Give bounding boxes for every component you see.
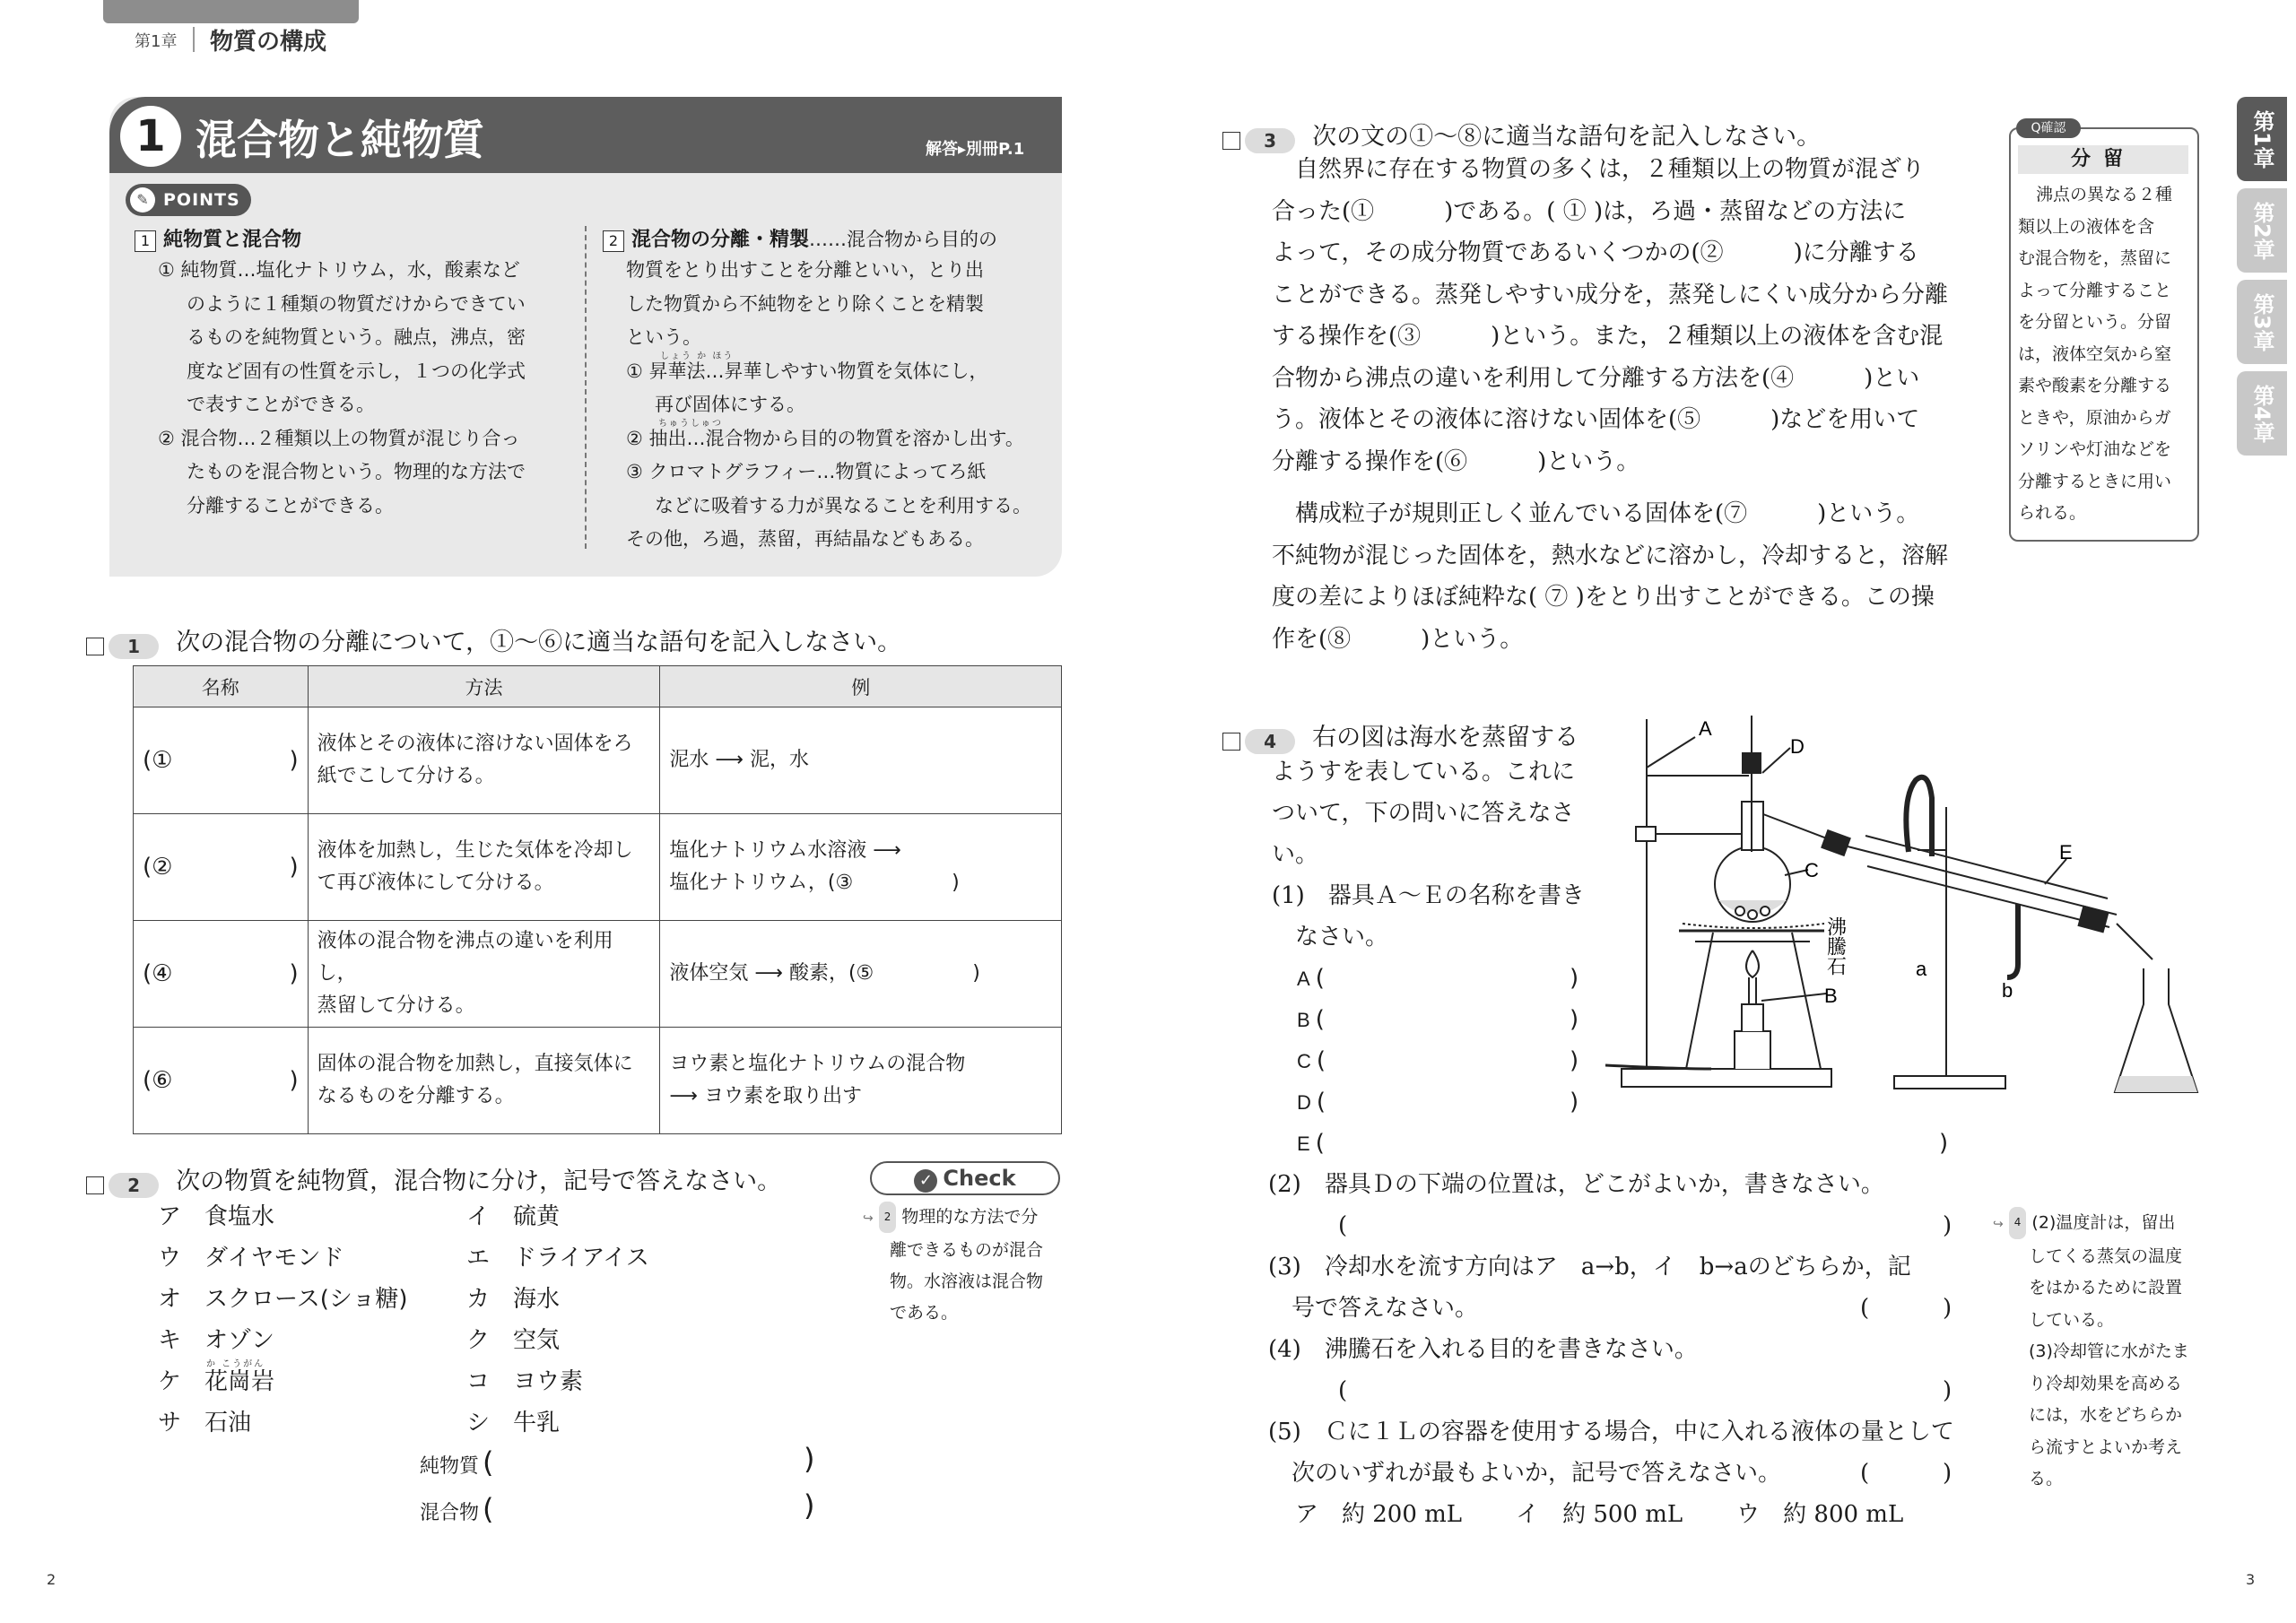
item-value: ダイヤモンド — [204, 1245, 344, 1271]
q3-line: よって，その成分物質であるいくつかの(② )に分離する — [1272, 239, 1919, 266]
question-2-header — [86, 1161, 781, 1198]
points-right-heading — [603, 224, 1060, 252]
confirm-line: られる。 — [2018, 503, 2087, 523]
example-line: 液体空気 ⟶ 酸素，(⑤ ) — [669, 962, 980, 985]
points-left-title: 純物質と混合物 — [163, 229, 302, 251]
points-right-line: ③ クロマトグラフィー…物質によってろ紙 — [626, 461, 987, 482]
answer-blank[interactable]: (⑥ ) — [134, 1028, 309, 1134]
q3-line: 作を(⑧ )という。 — [1272, 625, 1524, 653]
example-line: 塩化ナトリウム水溶液 ⟶ — [669, 839, 901, 862]
item-value: 花崗岩 — [204, 1368, 275, 1395]
paren: ( — [1315, 965, 1325, 992]
item-key: ク — [466, 1327, 491, 1354]
question-number: 3 — [1245, 128, 1295, 153]
list-item — [466, 1363, 583, 1396]
paren: ( — [483, 1492, 494, 1526]
q3-line: 不純物が混じった固体を，熱水などに溶かし，冷却すると，溶解 — [1272, 542, 1949, 569]
figure-label-tube-a: a — [1916, 958, 1927, 980]
item-key: ケ — [158, 1368, 182, 1395]
list-item — [158, 1404, 251, 1437]
q3-line: ことができる。蒸発しやすい成分を，蒸発しにくい成分から分離 — [1272, 281, 1949, 308]
points-left-line: のように１種類の物質だけからできてい — [187, 292, 526, 315]
points-right-line: という。 — [626, 326, 701, 348]
q3-line: 自然界に存在する物質の多くは，２種類以上の物質が混ざり — [1295, 156, 1926, 183]
list-item — [158, 1280, 407, 1314]
answer-row-3[interactable] — [1268, 1288, 1968, 1329]
q3-line: 構成粒子が規則正しく並んでいる固体を(⑦ )という。 — [1295, 500, 1920, 527]
question-number: 1 — [109, 634, 159, 659]
hint-line: をはかるために設置 — [2029, 1278, 2183, 1298]
paren: ) — [804, 1442, 815, 1476]
points-right-line: などに吸着する力が異なることを利用する。 — [655, 494, 1031, 516]
hint-tag: 2 — [879, 1202, 897, 1233]
item-key: エ — [466, 1245, 491, 1271]
answer-row-b[interactable] — [1297, 999, 1584, 1040]
list-item — [466, 1239, 649, 1272]
hint-line: には，水をどちらか — [2029, 1405, 2183, 1426]
hint-line: である。 — [890, 1303, 959, 1323]
method-line: て再び液体にして分ける。 — [317, 872, 554, 894]
table-cell — [308, 1028, 660, 1134]
points-left-line: たものを混合物という。物理的な方法で — [187, 461, 526, 482]
pure-answer-row[interactable] — [420, 1442, 823, 1480]
example-line: ⟶ ヨウ素を取り出す — [669, 1085, 862, 1107]
item-value: 硫黄 — [513, 1203, 561, 1230]
hint-line: ら流すとよいか考え — [2029, 1436, 2183, 1457]
q3-line: 合った(① )である。( ① )は，ろ過・蒸留などの方法に — [1272, 197, 1907, 225]
method-line: 固体の混合物を加熱し，直接気体に — [317, 1053, 633, 1075]
answer-row-4[interactable] — [1268, 1370, 1968, 1411]
paren: ( — [1316, 1047, 1326, 1074]
answer-label: D — [1297, 1091, 1311, 1114]
answer-blank[interactable]: (① ) — [134, 707, 309, 814]
item-key: オ — [158, 1286, 182, 1313]
paren: ( — [1315, 1006, 1325, 1033]
paren: ( — [483, 1445, 494, 1480]
list-item — [158, 1198, 274, 1231]
paren: ( — [1860, 1295, 1870, 1322]
paren: ) — [1943, 1295, 1952, 1322]
question-text: 右の図は海水を蒸留する — [1312, 724, 1579, 751]
item-value: 食塩水 — [204, 1203, 275, 1230]
points-left-body — [135, 254, 583, 523]
list-item — [158, 1239, 344, 1272]
q3-paragraph-2 — [1272, 493, 1989, 660]
item-key: ア — [158, 1203, 182, 1230]
section-title: 混合物と純物質 — [196, 116, 484, 164]
chapter-label: 第1章 — [135, 32, 178, 51]
table-row — [134, 707, 1062, 814]
item-value: 空気 — [513, 1327, 561, 1354]
points-left — [135, 224, 583, 523]
figure-label-a: A — [1699, 717, 1712, 740]
points-left-heading — [135, 224, 583, 252]
q3-line: 度の差によりほぼ純粋な( ⑦ )をとり出すことができる。この操 — [1272, 584, 1935, 611]
question-checkbox[interactable] — [1222, 733, 1240, 751]
q4-intro — [1272, 751, 1585, 958]
points-right-body — [603, 254, 1060, 557]
points-right-line: その他，ろ過，蒸留，再結晶などもある。 — [626, 528, 984, 550]
q4-line: い。 — [1272, 841, 1319, 868]
distillation-figure — [1605, 708, 2215, 1112]
paren: ) — [1939, 1130, 1949, 1157]
tab-chapter-1[interactable]: 第1章 — [2237, 97, 2287, 181]
table-cell — [660, 814, 1062, 921]
q4-line: なさい。 — [1295, 924, 1389, 950]
figure-label-c: C — [1805, 859, 1819, 881]
paren: ) — [1570, 1006, 1579, 1033]
question-text: 次の混合物の分離について，①～⑥に適当な語句を記入しなさい。 — [176, 629, 902, 656]
check-label: Check — [943, 1166, 1016, 1191]
hint-line: 物。水溶液は混合物 — [890, 1271, 1044, 1291]
paren: ( — [1860, 1460, 1870, 1487]
points-right-line: 物質をとり出すことを分離といい，とり出 — [626, 259, 984, 281]
points-left-line: で表すことができる。 — [187, 394, 375, 415]
q3-line: する操作を(③ )という。また，２種類以上の液体を含む混 — [1272, 323, 1944, 350]
table-cell — [308, 707, 660, 814]
points-right-line: 再び固体にする。 — [655, 394, 805, 415]
table-cell — [660, 707, 1062, 814]
confirm-line: む混合物を，蒸留に — [2018, 248, 2172, 268]
item-value: 海水 — [513, 1286, 561, 1313]
points-left-line: ② 混合物…２種類以上の物質が混じり合っ — [158, 427, 520, 449]
item-key: キ — [158, 1327, 182, 1354]
answer-blank[interactable]: (② ) — [134, 814, 309, 921]
check-icon: ✓ — [914, 1169, 937, 1193]
q3-line: 合物から沸点の違いを利用して分離する方法を(④ )とい — [1272, 364, 1920, 392]
item-value: オゾン — [204, 1327, 275, 1354]
list-item — [466, 1404, 560, 1437]
paren: ) — [1570, 1047, 1579, 1074]
hint-line: る。 — [2029, 1469, 2064, 1489]
answer-row-d[interactable] — [1297, 1081, 1584, 1123]
table-header-row — [134, 666, 1062, 707]
hint-arrow-icon: ↪ — [1993, 1217, 2004, 1232]
tab-chapter-2[interactable]: 第2章 — [2237, 188, 2287, 273]
table-header: 例 — [660, 666, 1062, 707]
paren: ( — [1315, 1130, 1325, 1157]
item-value: スクロース(ショ糖) — [204, 1286, 408, 1313]
table-cell — [308, 921, 660, 1028]
header-tab — [103, 0, 359, 23]
item-key: イ — [466, 1203, 491, 1230]
figure-label-d: D — [1790, 735, 1805, 758]
header-divider — [193, 27, 195, 52]
stand-base — [1622, 1069, 1831, 1087]
hint-arrow-icon: ↪ — [863, 1211, 874, 1226]
table-cell — [660, 921, 1062, 1028]
points-left-number: 1 — [135, 230, 156, 252]
paren: ( — [1316, 1089, 1326, 1115]
question-number: 2 — [109, 1173, 159, 1198]
table-header: 方法 — [308, 666, 660, 707]
page-number-right: 3 — [2246, 1571, 2256, 1588]
points-right-line: した物質から不純物をとり除くことを精製 — [626, 292, 984, 315]
q3-line: 分離する操作を(⑥ )という。 — [1272, 447, 1640, 475]
check-badge — [870, 1161, 1060, 1195]
q3-paragraph-1 — [1272, 149, 1989, 482]
item-value: ドライアイス — [513, 1245, 649, 1271]
page-number-left: 2 — [47, 1571, 57, 1588]
q4-line: (2) 器具Ｄの下端の位置は，どこがよいか，書きなさい。 — [1268, 1171, 1884, 1198]
table-row — [134, 814, 1062, 921]
hint-line: している。 — [2029, 1309, 2115, 1330]
table-cell — [308, 814, 660, 921]
points-right-number: 2 — [603, 230, 624, 252]
hint-tag: 4 — [2009, 1207, 2027, 1239]
points-left-line: るものを純物質という。融点，沸点，密 — [187, 326, 526, 348]
ruby-shoka: しょう か ほう — [660, 352, 735, 361]
separation-table — [133, 665, 1062, 1134]
method-line: 液体を加熱し，生じた気体を冷却し — [317, 839, 633, 862]
question-number: 4 — [1245, 729, 1295, 754]
method-line: 蒸留して分ける。 — [317, 994, 475, 1017]
points-left-line: ① 純物質…塩化ナトリウム，水，酸素など — [158, 259, 520, 281]
confirm-line: 分離するときに用い — [2018, 471, 2172, 491]
item-key: カ — [466, 1286, 491, 1313]
confirm-line: 類以上の液体を含 — [2018, 216, 2155, 237]
paren: ) — [1943, 1377, 1952, 1404]
paren: ) — [1943, 1460, 1952, 1487]
tab-chapter-4[interactable]: 第4章 — [2237, 371, 2287, 456]
answer-row-2[interactable] — [1268, 1205, 1968, 1246]
answer-reference: 解答▸別冊P.1 — [926, 140, 1025, 159]
table-row — [134, 1028, 1062, 1134]
question-3-header — [1222, 117, 1821, 153]
section-number: 1 — [120, 106, 181, 167]
table-row — [134, 921, 1062, 1028]
pure-label: 純物質 — [420, 1455, 480, 1478]
table-cell — [660, 1028, 1062, 1134]
confirm-line: 素や酸素を分離する — [2018, 376, 2172, 395]
answer-label: E — [1297, 1133, 1310, 1155]
q4-line: (3) 冷却水を流す方向はア a→b，イ b→aのどちらか，記 — [1268, 1254, 1911, 1280]
question-checkbox[interactable] — [86, 1176, 104, 1194]
confirm-line: ソリンや灯油などを — [2018, 439, 2172, 459]
item-key: シ — [466, 1410, 491, 1436]
question-4-header — [1222, 717, 1578, 754]
confirm-line: ときや，原油からガ — [2018, 407, 2171, 428]
choice-c: ウ 約 800 mL — [1736, 1501, 1904, 1528]
answer-blank[interactable]: (④ ) — [134, 921, 309, 1028]
confirm-tag: Q確認 — [2016, 118, 2081, 138]
points-right-line: ② 抽出…混合物から目的の物質を溶かし出す。 — [626, 427, 1024, 449]
paren: ) — [1570, 965, 1579, 992]
q4-line: 次のいずれが最もよいか，記号で答えなさい。 — [1292, 1460, 1782, 1487]
method-line: 液体とその液体に溶けない固体をろ — [317, 733, 633, 755]
item-key: コ — [466, 1368, 491, 1395]
points-right-line: ① 昇華法…昇華しやすい物質を気体にし， — [626, 360, 988, 382]
example-line: 泥水 ⟶ 泥，水 — [669, 749, 809, 771]
item-key: ウ — [158, 1245, 182, 1271]
points-right — [603, 224, 1060, 557]
q4-subquestions — [1268, 1164, 1968, 1535]
hint-line: り冷却効果を高める — [2029, 1373, 2183, 1393]
ruby-kakougan: か こうがん — [206, 1359, 265, 1369]
method-line: 紙でこして分ける。 — [317, 765, 495, 787]
item-value: 牛乳 — [513, 1410, 561, 1436]
pencil-icon: ✎ — [130, 187, 155, 213]
figure-label-b: B — [1824, 985, 1838, 1007]
confirm-line: を分留という。分留 — [2018, 312, 2172, 332]
q3-line: う。液体とその液体に溶けない固体を(⑤ )などを用いて — [1272, 406, 1920, 433]
q4-hint — [1993, 1207, 2208, 1496]
list-item — [466, 1322, 560, 1355]
hint-line: (2)温度計は，留出 — [2031, 1212, 2176, 1233]
hint-line: (3)冷却管に水がたま — [2029, 1341, 2189, 1362]
method-line: 液体の混合物を沸点の違いを利用し， — [317, 930, 613, 985]
answer-label: B — [1297, 1009, 1310, 1031]
choice-a: ア 約 200 mL — [1295, 1501, 1463, 1528]
answer-label: A — [1297, 968, 1310, 990]
answer-row-e[interactable] — [1297, 1123, 1952, 1165]
question-text: 次の物質を純物質，混合物に分け，記号で答えなさい。 — [176, 1167, 782, 1195]
confirm-text — [2018, 179, 2194, 530]
check-hint — [863, 1202, 1069, 1329]
list-item — [466, 1280, 560, 1314]
figure-label-e: E — [2059, 841, 2073, 864]
example-line: ヨウ素と塩化ナトリウムの混合物 — [669, 1053, 966, 1075]
points-right-title: 混合物の分離・精製 — [631, 229, 810, 251]
table-header: 名称 — [134, 666, 309, 707]
paren: ( — [1338, 1377, 1348, 1404]
confirm-line: 沸点の異なる２種 — [2036, 185, 2173, 204]
choice-row — [1268, 1494, 1968, 1535]
confirm-line: は，液体空気から窒 — [2018, 343, 2172, 364]
answer-label: C — [1297, 1050, 1311, 1072]
points-badge: POINTS — [126, 184, 251, 216]
paren: ( — [1338, 1212, 1348, 1239]
points-left-line: 分離することができる。 — [187, 494, 394, 516]
example-line: 塩化ナトリウム，(③ ) — [669, 872, 960, 894]
points-right-line: ……混合物から目的の — [809, 229, 998, 250]
list-item — [158, 1322, 274, 1355]
q4-line: (5) Ｃに１Ｌの容器を使用する場合，中に入れる液体の量として — [1268, 1419, 1954, 1445]
q4-line: ついて，下の問いに答えなさ — [1272, 800, 1575, 827]
q4-line: (4) 沸騰石を入れる目的を書きなさい。 — [1268, 1336, 1698, 1363]
points-left-line: 度など固有の性質を示し，１つの化学式 — [187, 360, 526, 382]
choice-b: イ 約 500 mL — [1516, 1501, 1683, 1528]
paren: ) — [1943, 1212, 1952, 1239]
item-key: サ — [158, 1410, 182, 1436]
chapter-title: 物質の構成 — [210, 29, 327, 56]
hint-line: してくる蒸気の温度 — [2029, 1245, 2183, 1266]
q4-line: (1) 器具Ａ～Ｅの名称を書き — [1272, 882, 1585, 909]
item-value: ヨウ素 — [513, 1368, 584, 1395]
figure-label-tube-b: b — [2002, 979, 2013, 1002]
question-checkbox[interactable] — [1222, 132, 1240, 150]
question-text: 次の文の①～⑧に適当な語句を記入しなさい。 — [1312, 123, 1822, 151]
answer-row-c[interactable] — [1297, 1040, 1584, 1081]
confirm-line: よって分離すること — [2018, 280, 2172, 300]
answer-row-5[interactable] — [1268, 1453, 1968, 1494]
question-checkbox[interactable] — [86, 638, 104, 655]
answer-row-a[interactable] — [1297, 958, 1584, 999]
q4-line: ようすを表している。これに — [1272, 759, 1576, 785]
item-value: 石油 — [204, 1410, 252, 1436]
question-1-header — [86, 622, 901, 659]
list-item — [466, 1198, 560, 1231]
ruby-chushutsu: ちゅうしゅつ — [658, 419, 723, 429]
hint-line: 離できるものが混合 — [890, 1240, 1044, 1260]
paren: ) — [1570, 1089, 1579, 1115]
q4-answer-list — [1297, 958, 1584, 1123]
tab-chapter-3[interactable]: 第3章 — [2237, 280, 2287, 364]
mixture-label: 混合物 — [420, 1502, 480, 1524]
method-line: なるものを分離する。 — [317, 1085, 515, 1107]
points-divider — [585, 226, 587, 549]
confirm-title: 分留 — [2018, 145, 2188, 174]
hint-line: 物理的な方法で分 — [901, 1207, 1039, 1227]
mixture-answer-row[interactable] — [420, 1488, 823, 1526]
q4-line: 号で答えなさい。 — [1292, 1295, 1479, 1322]
figure-label-boiling-chips: 沸騰石 — [1823, 916, 1847, 976]
paren: ) — [804, 1488, 815, 1523]
